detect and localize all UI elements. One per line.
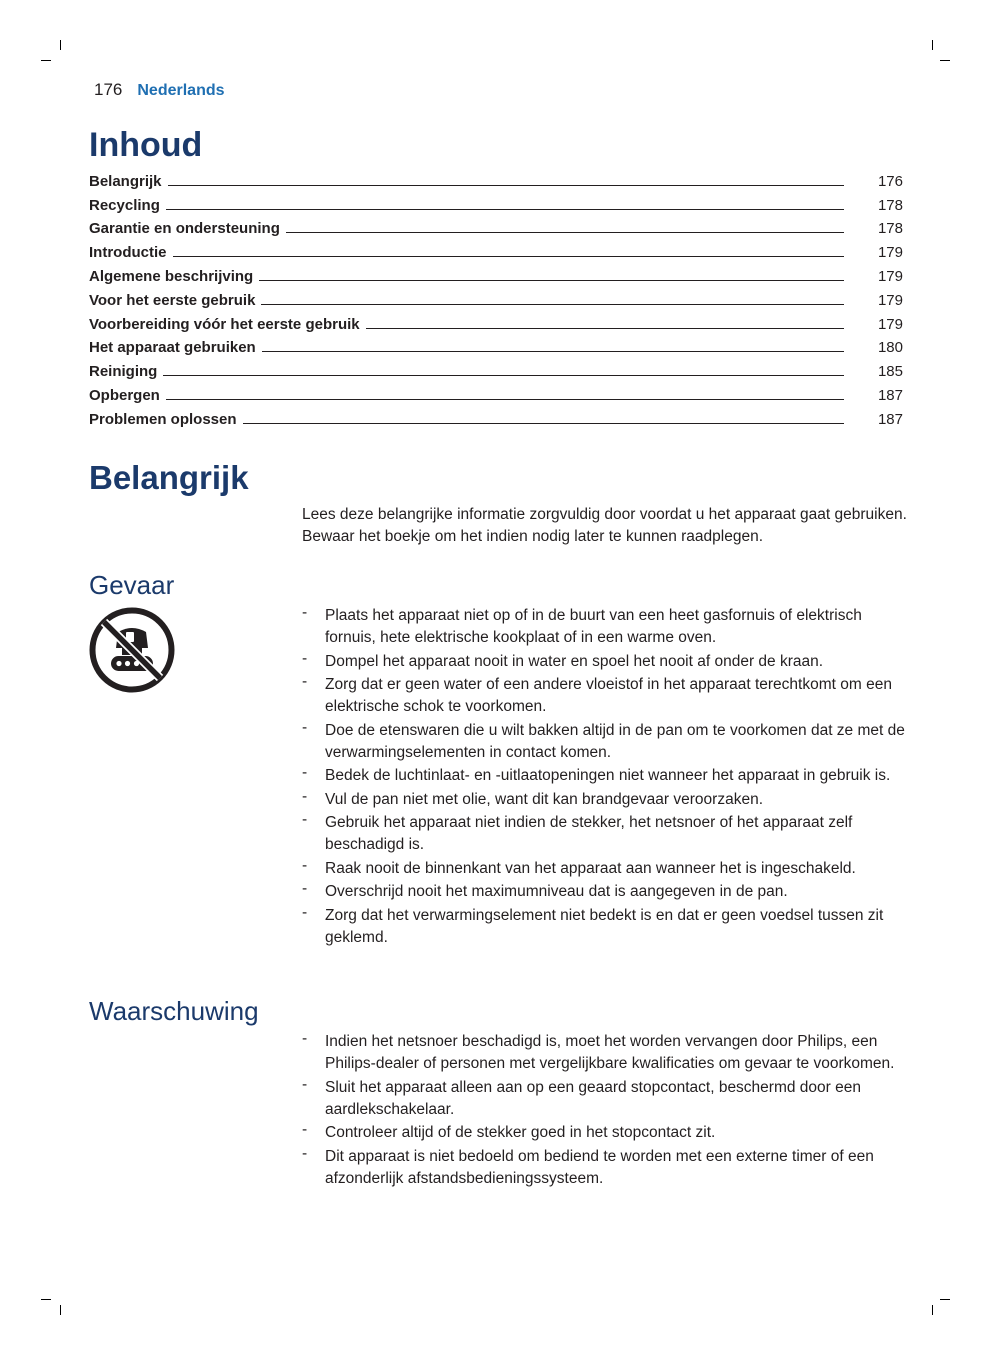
toc-entry-title: Recycling (89, 196, 160, 214)
toc-leader-line (261, 303, 844, 305)
toc-entry (89, 192, 903, 216)
page-header (94, 80, 225, 100)
toc-heading: Inhoud (89, 126, 203, 164)
list-item: - Zorg dat het verwarmingselement niet bedekt is en dat er geen voedsel tussen zit geklemd. (302, 905, 907, 949)
toc-entry (89, 311, 903, 335)
crop-mark (41, 1299, 51, 1300)
toc-entry-page: 185 (877, 363, 903, 381)
toc-entry (89, 358, 903, 382)
toc-entry-page: 179 (877, 291, 903, 309)
toc-entry-page: 179 (877, 244, 903, 262)
crop-mark (940, 1299, 950, 1300)
list-item: - Controleer altijd of de stekker goed in het stopcontact zit. (302, 1122, 907, 1144)
list-item: - Bedek de luchtinlaat- en -uitlaatopeningen niet wanneer het apparaat in gebruik is. (302, 765, 907, 787)
toc-leader-line (166, 208, 844, 210)
language-label: Nederlands (137, 82, 225, 99)
list-item: - Gebruik het apparaat niet indien de stekker, het netsnoer of het apparaat zelf beschadigd is. (302, 812, 907, 856)
crop-mark (60, 1305, 61, 1315)
toc-entry (89, 406, 903, 430)
toc-entry (89, 239, 903, 263)
crop-mark (60, 40, 61, 50)
toc-entry-title: Het apparaat gebruiken (89, 339, 256, 357)
toc-entry (89, 382, 903, 406)
crop-mark (932, 40, 933, 50)
list-item: - Dit apparaat is niet bedoeld om bediend te worden met een externe timer of een afzonderlijk afstandsbedieningssysteem. (302, 1146, 907, 1190)
list-item: - Zorg dat er geen water of een andere vloeistof in het apparaat terechtkomt om een elektrische schok te voorkomen. (302, 674, 907, 718)
toc-leader-line (166, 398, 844, 400)
toc-entry (89, 287, 903, 311)
toc-entry-title: Problemen oplossen (89, 410, 237, 428)
toc-leader-line (243, 422, 844, 424)
toc-entry-page: 176 (877, 172, 903, 190)
toc-entry-page: 178 (877, 220, 903, 238)
table-of-contents (89, 168, 903, 430)
toc-leader-line (163, 374, 844, 376)
list-item: - Indien het netsnoer beschadigd is, moet het worden vervangen door Philips, een Philips-dealer of personen met vergelijkbare kwalificaties om gevaar te voorkomen. (302, 1031, 907, 1075)
toc-entry-page: 179 (877, 267, 903, 285)
toc-entry-title: Opbergen (89, 386, 160, 404)
list-item: - Raak nooit de binnenkant van het apparaat aan wanneer het is ingeschakeld. (302, 858, 907, 880)
toc-entry-title: Voorbereiding vóór het eerste gebruik (89, 315, 360, 333)
section-heading-belangrijk: Belangrijk (89, 459, 249, 496)
crop-mark (940, 60, 950, 61)
toc-entry-page: 187 (877, 410, 903, 428)
gevaar-list (302, 605, 907, 950)
toc-entry-title: Algemene beschrijving (89, 267, 254, 285)
toc-entry (89, 263, 903, 287)
toc-entry-title: Voor het eerste gebruik (89, 291, 256, 309)
toc-leader-line (259, 279, 844, 281)
toc-entry (89, 335, 903, 359)
toc-entry-title: Belangrijk (89, 172, 162, 190)
toc-leader-line (286, 231, 844, 233)
toc-entry-title: Reiniging (89, 363, 158, 381)
toc-leader-line (168, 184, 844, 186)
list-item: - Vul de pan niet met olie, want dit kan brandgevaar veroorzaken. (302, 789, 907, 811)
toc-entry-title: Garantie en ondersteuning (89, 220, 280, 238)
toc-entry-page: 187 (877, 386, 903, 404)
toc-leader-line (366, 327, 844, 329)
crop-mark (41, 60, 51, 61)
toc-entry-page: 180 (877, 339, 903, 357)
list-item: - Doe de etenswaren die u wilt bakken altijd in de pan om te voorkomen dat ze met de verwarmingselementen in contact komen. (302, 720, 907, 764)
no-immersion-prohibition-icon (89, 607, 175, 693)
toc-leader-line (173, 255, 845, 257)
subheading-waarschuwing: Waarschuwing (89, 996, 259, 1026)
list-item: - Dompel het apparaat nooit in water en spoel het nooit af onder de kraan. (302, 651, 907, 673)
toc-entry-page: 178 (877, 196, 903, 214)
list-item: - Overschrijd nooit het maximumniveau dat is aangegeven in de pan. (302, 881, 907, 903)
toc-entry-page: 179 (877, 315, 903, 333)
toc-leader-line (262, 350, 844, 352)
waarschuwing-list (302, 1031, 907, 1191)
intro-paragraph: Lees deze belangrijke informatie zorgvuldig door voordat u het apparaat gaat gebruiken. Bewaar het boekje om het indien nodig later te kunnen raadplegen. (302, 506, 907, 545)
toc-entry (89, 216, 903, 240)
page-number: 176 (94, 80, 123, 99)
list-item: - Plaats het apparaat niet op of in de buurt van een heet gasfornuis of elektrisch fornuis, hete elektrische kookplaat of in een warme oven. (302, 605, 907, 649)
toc-entry-title: Introductie (89, 244, 167, 262)
toc-entry (89, 168, 903, 192)
subheading-gevaar: Gevaar (89, 570, 175, 600)
list-item: - Sluit het apparaat alleen aan op een geaard stopcontact, beschermd door een aardlekschakelaar. (302, 1077, 907, 1121)
crop-mark (932, 1305, 933, 1315)
